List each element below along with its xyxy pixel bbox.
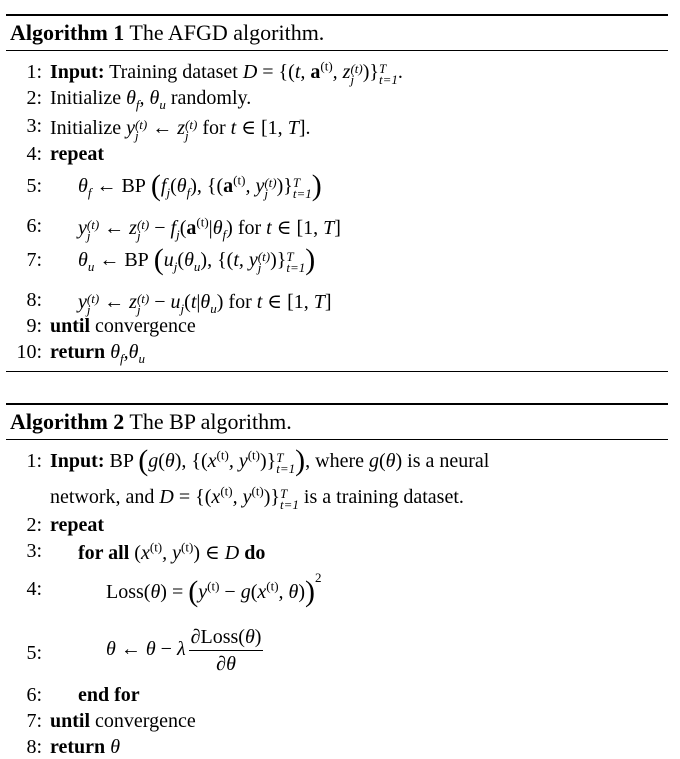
line-number: 5: <box>26 175 42 197</box>
line-text: Training dataset <box>109 61 238 83</box>
algorithm-2-label: Algorithm 2 <box>10 409 125 434</box>
formula-dataset: D = {(t, $a^{(t)}$, z (t) j )} T t=1 . <box>242 58 403 87</box>
line-number: 10: <box>16 341 42 363</box>
return-keyword: return <box>50 341 106 363</box>
formula-update-y-u: y (t) j ← z (t) j − $u_j(t|\theta_u)$ <box>78 291 224 317</box>
line-number: 7: <box>26 249 42 271</box>
line-number: 6: <box>26 684 42 706</box>
line-number: 2: <box>26 514 42 536</box>
line-tail: for <box>237 217 262 239</box>
line-number: 4: <box>26 578 42 600</box>
formula-loss: $(\theta) = (y^{(t)} - g(x^{(t)}$, θ))$^2$ <box>143 570 322 608</box>
line-tail-2: is a neural <box>407 450 490 472</box>
line-number: 8: <box>26 289 42 311</box>
algorithm-1-body <box>6 51 668 371</box>
algorithm-1-label: Algorithm 1 <box>10 20 125 45</box>
algorithm-1-title: The AFGD algorithm. <box>129 20 325 45</box>
line-number: 3: <box>26 115 42 137</box>
algorithm-1 <box>6 14 668 372</box>
line-tail: randomly. <box>170 87 252 109</box>
algorithm-1-bottom-rule <box>6 371 668 372</box>
return-keyword: return <box>50 736 106 758</box>
line-text: BP <box>109 450 134 472</box>
formula-bp-call: (g(θ), {($x^{(t)}$, $y^{(t)}$)} T t=1 ) <box>138 444 306 477</box>
formula-update-y: y (t) j ← z (t) j − $f_j(a^{(t)}|\theta_f)$ <box>78 214 233 243</box>
line-cont-2: is a training dataset. <box>303 486 464 508</box>
algorithm-2-title: The BP algorithm. <box>129 409 292 434</box>
line-number: 4: <box>26 143 42 165</box>
loss-text: Loss <box>106 581 144 603</box>
formula-range: t ∈ [1, T] <box>266 217 341 239</box>
line-tail: for <box>202 117 226 139</box>
line-number: 5: <box>26 642 42 664</box>
line-number: 2: <box>26 87 42 109</box>
line-number: 1: <box>26 450 42 472</box>
formula-dataset: $D = \{(x^{(t)}$, $y^{(t)}$)} T t=1 <box>159 483 299 512</box>
line-number: 3: <box>26 540 42 562</box>
line-text: Initialize <box>50 87 122 109</box>
line-number: 8: <box>26 736 42 758</box>
formula-return-theta: θ <box>110 736 121 758</box>
end-for-keyword: end for <box>78 684 140 706</box>
line-number: 1: <box>26 61 42 83</box>
input-keyword: Input: <box>50 450 105 472</box>
line-number: 7: <box>26 710 42 732</box>
loss-text: Loss <box>200 626 239 648</box>
algorithm-2-header <box>6 405 668 439</box>
formula-for-all: ($x^{(t)}$, $y^{(t)}$) ∈ D <box>134 539 240 564</box>
line-text: Initialize <box>50 117 122 139</box>
formula-return: $\theta_f,\theta_u$ <box>110 341 145 366</box>
formula-update-theta-u: $\theta_u$ ← BP ($u_j(\theta_u)$, {(t, y (t) j )} T t=1 ) <box>78 243 316 276</box>
formula-init-y: y (t) j ← z (t) j <box>126 117 198 143</box>
line-text: convergence <box>95 710 196 732</box>
for-all-keyword: for all <box>78 542 130 564</box>
formula-update-theta-f: $\theta_f$ ← BP ($f_j(\theta_f)$, {($a^{(t)}$, y (t) j )} T t=1 ) <box>78 169 322 202</box>
line-number: 6: <box>26 215 42 237</box>
line-cont-1: network, and <box>50 486 155 508</box>
formula-range: t ∈ [1, T] <box>256 291 332 313</box>
line-number: 9: <box>26 315 42 337</box>
line-tail: for <box>228 291 252 313</box>
input-keyword: Input: <box>50 61 105 83</box>
line-tail: , where <box>305 450 364 472</box>
repeat-keyword: repeat <box>50 143 105 165</box>
algorithm-2-body <box>6 440 668 758</box>
algorithm-1-header <box>6 16 668 50</box>
formula-gradient-step: θ ← θ − λ $\frac{\text{∂Loss(θ)}}{\partial\theta}$ <box>106 626 262 675</box>
until-keyword: until <box>50 710 91 732</box>
algorithm-2 <box>6 403 668 758</box>
do-keyword: do <box>244 542 266 564</box>
line-text: convergence <box>95 315 196 337</box>
repeat-keyword: repeat <box>50 514 105 536</box>
formula-theta: $\theta_f$, $\theta_u$ <box>126 87 166 112</box>
formula-g: g(θ) <box>369 450 403 472</box>
until-keyword: until <box>50 315 91 337</box>
formula-range: t ∈ [1, T]. <box>230 117 311 139</box>
